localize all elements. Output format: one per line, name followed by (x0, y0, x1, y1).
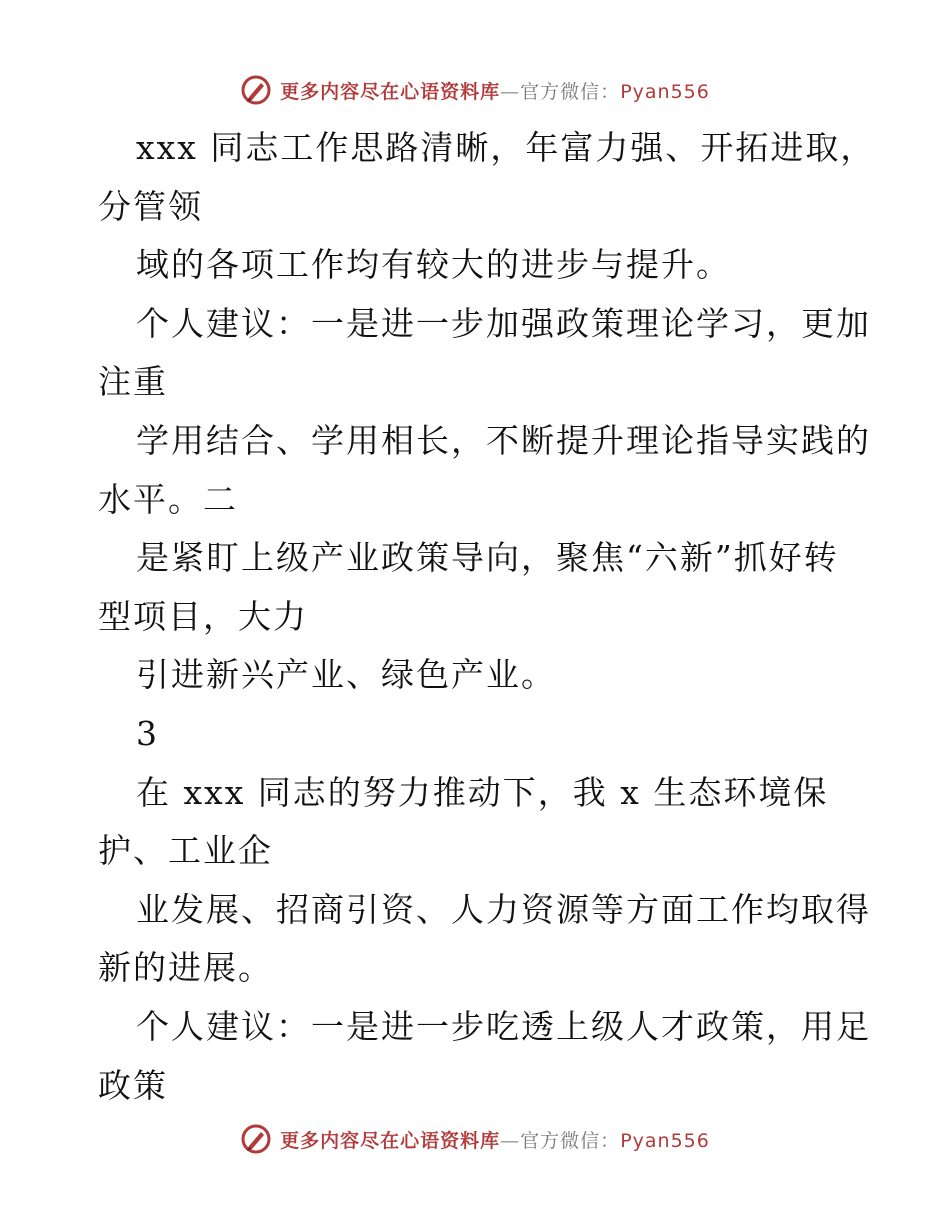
watermark-dash: — (500, 80, 521, 103)
watermark-brand: 更多内容尽在心语资料库 (280, 80, 501, 103)
pen-logo-icon (240, 1123, 272, 1155)
pen-logo-icon (240, 74, 272, 106)
text-line: 水平。二 (98, 480, 238, 519)
text-line: 护、工业企 (98, 831, 273, 870)
text-line: 3 (136, 714, 159, 753)
text-line: 注重 (98, 362, 168, 401)
watermark-text (280, 1126, 710, 1153)
text-line: 域的各项工作均有较大的进步与提升。 (136, 245, 731, 284)
text-line: 个人建议：一是进一步加强政策理论学习，更加 (136, 304, 871, 343)
watermark-official-label: 官方微信： (520, 1129, 621, 1152)
text-line: 分管领 (98, 187, 203, 226)
watermark-brand: 更多内容尽在心语资料库 (280, 1129, 501, 1152)
text-line: 型项目，大力 (98, 597, 308, 636)
text-line: 新的进展。 (98, 948, 273, 987)
text-line: 引进新兴产业、绿色产业。 (136, 655, 556, 694)
watermark-dash: — (500, 1129, 521, 1152)
text-line: 业发展、招商引资、人力资源等方面工作均取得 (136, 890, 871, 929)
watermark-text (280, 77, 710, 104)
text-line: 学用结合、学用相长，不断提升理论指导实践的 (136, 421, 871, 460)
header-watermark (0, 70, 950, 110)
text-line: 政策 (98, 1066, 168, 1105)
text-line: 是紧盯上级产业政策导向，聚焦“六新”抓好转 (136, 538, 839, 577)
footer-watermark (0, 1119, 950, 1159)
text-line: xxx 同志工作思路清晰，年富力强、开拓进取， (136, 128, 876, 167)
text-line: 个人建议：一是进一步吃透上级人才政策，用足 (136, 1007, 871, 1046)
watermark-account: Pyan556 (620, 1129, 710, 1152)
text-line: 在 xxx 同志的努力推动下，我 x 生态环境保 (136, 773, 829, 812)
watermark-official-label: 官方微信： (520, 80, 621, 103)
watermark-account: Pyan556 (620, 80, 710, 103)
